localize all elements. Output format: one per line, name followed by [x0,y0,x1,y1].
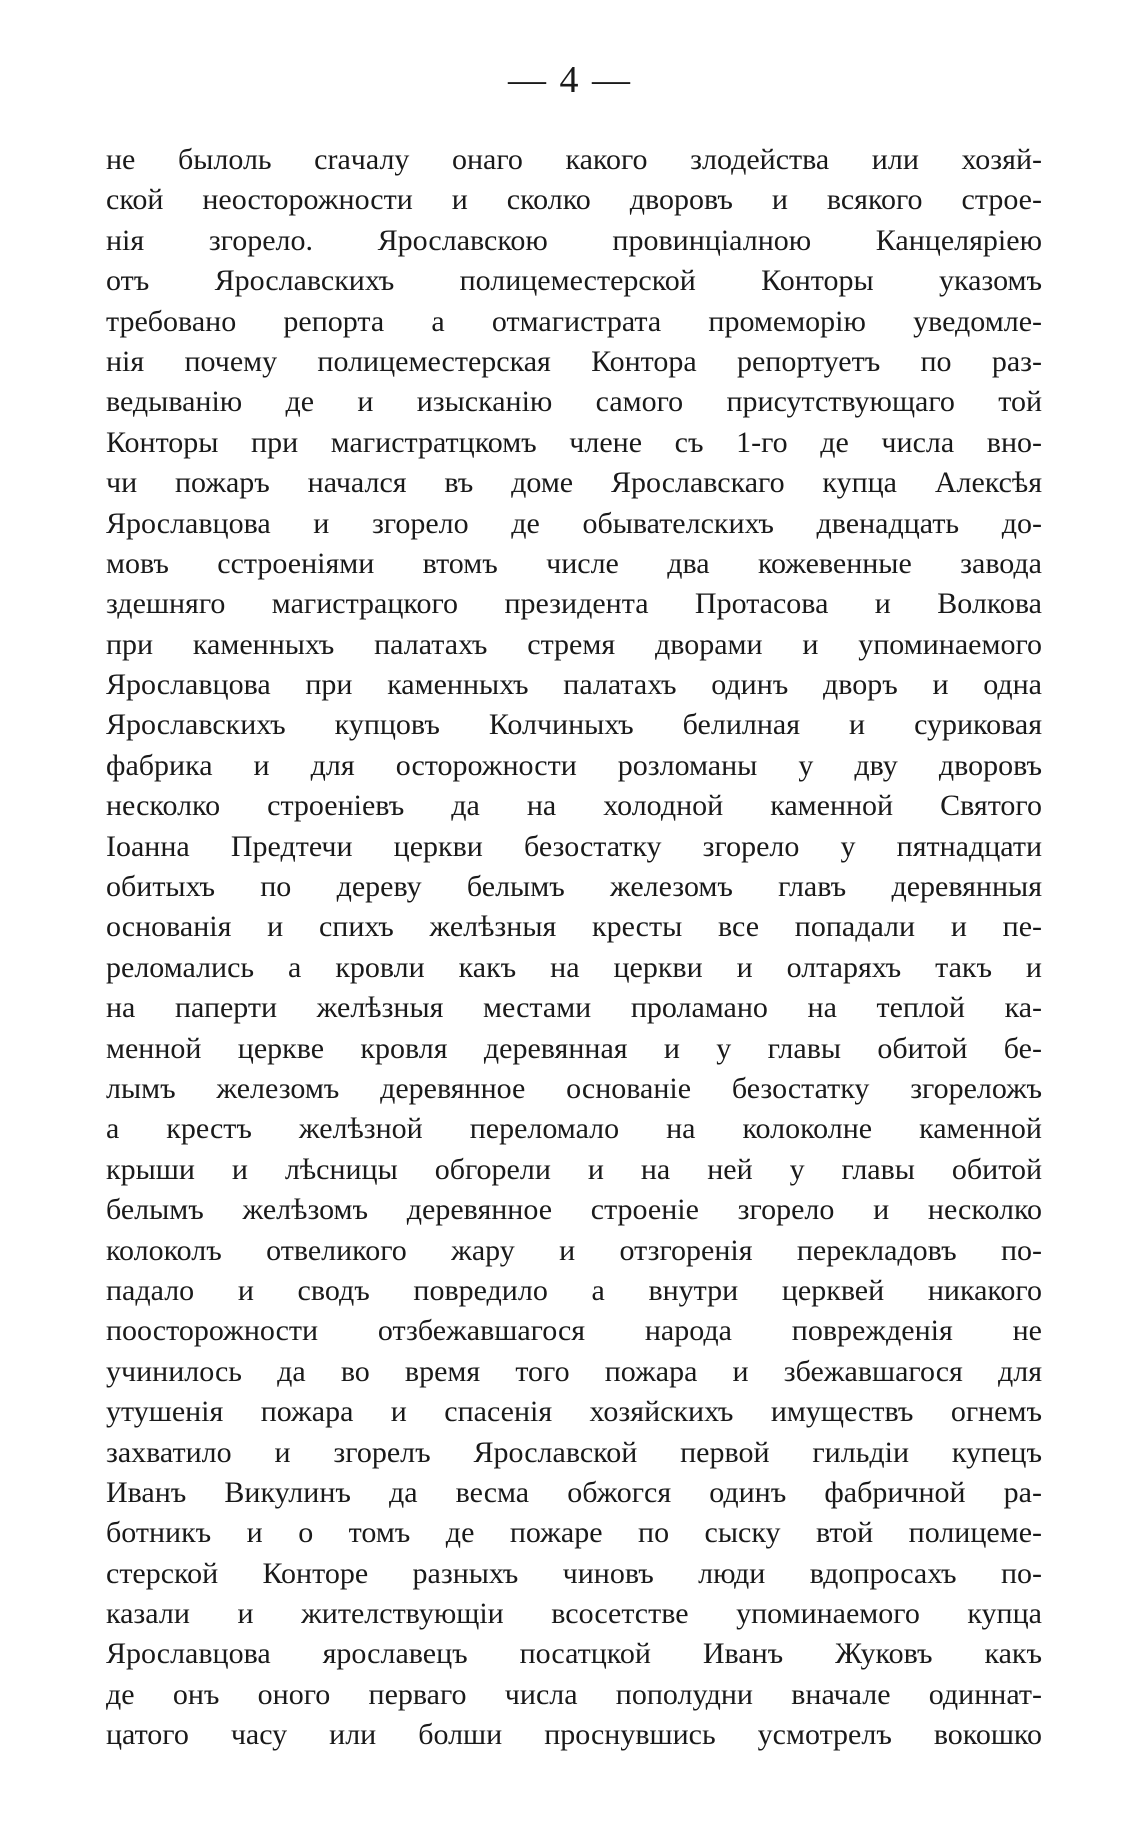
text-line: фабрика и для осторожности розломаны у дву дворовъ [106,748,1042,782]
text-line: нія почему полицеместерская Контора репортуетъ по раз- [106,344,1042,378]
text-line: ведыванію де и изысканію самого присутствующаго той [106,385,1042,419]
text-line: Ярославцова при каменныхъ палатахъ одинъ дворъ и одна [106,668,1042,702]
page-number: — 4 — [508,59,632,101]
text-line: ской неосторожности и сколко дворовъ и всякого строе- [106,183,1042,217]
text-line: Ярославцова и згорело де обывателскихъ двенадцать до- [106,506,1042,540]
text-line: цатого часу или болши проснувшись усмотрелъ вокошко [106,1718,1042,1752]
text-line: крыши и лѣсницы обгорели и на ней у главы обитой [106,1152,1042,1186]
text-line: Іоанна Предтечи церкви безостатку згорело у пятнадцати [106,829,1042,863]
text-line: Иванъ Викулинъ да весма обжогся одинъ фабричной ра- [106,1475,1042,1509]
body-text [106,140,1042,1756]
text-line: мовъ сстроеніями втомъ числе два кожевенные завода [106,546,1042,580]
text-line: утушенія пожара и спасенія хозяйскихъ имуществъ огнемъ [106,1395,1042,1429]
text-line: колоколъ отвеликого жару и отзгоренія перекладовъ по- [106,1233,1042,1267]
text-line: стерской Конторе разныхъ чиновъ люди вдопросахъ по- [106,1556,1042,1590]
text-line: не былоль craчалу онаго какого злодейства или хозяй- [106,143,1042,176]
text-line: захватило и згорелъ Ярославской первой гильдіи купецъ [106,1435,1042,1469]
text-line: падало и сводъ повредило а внутри церквей никакого [106,1273,1042,1307]
text-line: Конторы при магистратцкомъ члене съ 1-го де числа вно- [106,425,1042,459]
text-line: основанія и спихъ желѣзныя кресты все попадали и пе- [106,910,1042,944]
text-line: Ярославцова ярославецъ посатцкой Иванъ Жуковъ какъ [106,1637,1042,1671]
text-line: здешняго магистрацкого президента Протасова и Волкова [106,587,1042,621]
text-line: учинилось да во время того пожара и збежавшагося для [106,1354,1042,1388]
text-line: реломались а кровли какъ на церкви и олтаряхъ такъ и [106,950,1042,984]
text-line: ботникъ и о томъ де пожаре по сыску втой полицеме- [106,1516,1042,1550]
text-line: при каменныхъ палатахъ стремя дворами и упоминаемого [106,627,1042,661]
text-line: а крестъ желѣзной переломало на колоколне каменной [106,1112,1042,1146]
text-line: нія згорело. Ярославскою провинціалною Канцеляріею [106,223,1042,257]
text-line: де онъ оного перваго числа пополудни вначале одиннат- [106,1677,1042,1711]
text-line: менной церкве кровля деревянная и у главы обитой бе- [106,1031,1042,1065]
text-line: казали и жителствующіи всосетстве упоминаемого купца [106,1597,1042,1631]
text-line: лымъ железомъ деревянное основаніе безостатку згореложъ [106,1071,1042,1105]
text-line: поосторожности отзбежавшагося народа поврежденія не [106,1314,1042,1348]
text-line: отъ Ярославскихъ полицеместерской Конторы указомъ [106,264,1042,298]
text-line: несколко строеніевъ да на холодной каменной Святого [106,789,1042,823]
text-line: белымъ желѣзомъ деревянное строеніе згорело и несколко [106,1193,1042,1227]
text-line: Ярославскихъ купцовъ Колчиныхъ белилная и суриковая [106,708,1042,742]
text-line: требовано репорта а отмагистрата промеморію уведомле- [106,304,1042,338]
text-line: чи пожаръ начался въ доме Ярославскаго купца Алексѣя [106,466,1042,500]
text-line: обитыхъ по дереву белымъ железомъ главъ деревянныя [106,870,1042,904]
text-line: на паперти желѣзныя местами проламано на теплой ка- [106,991,1042,1025]
